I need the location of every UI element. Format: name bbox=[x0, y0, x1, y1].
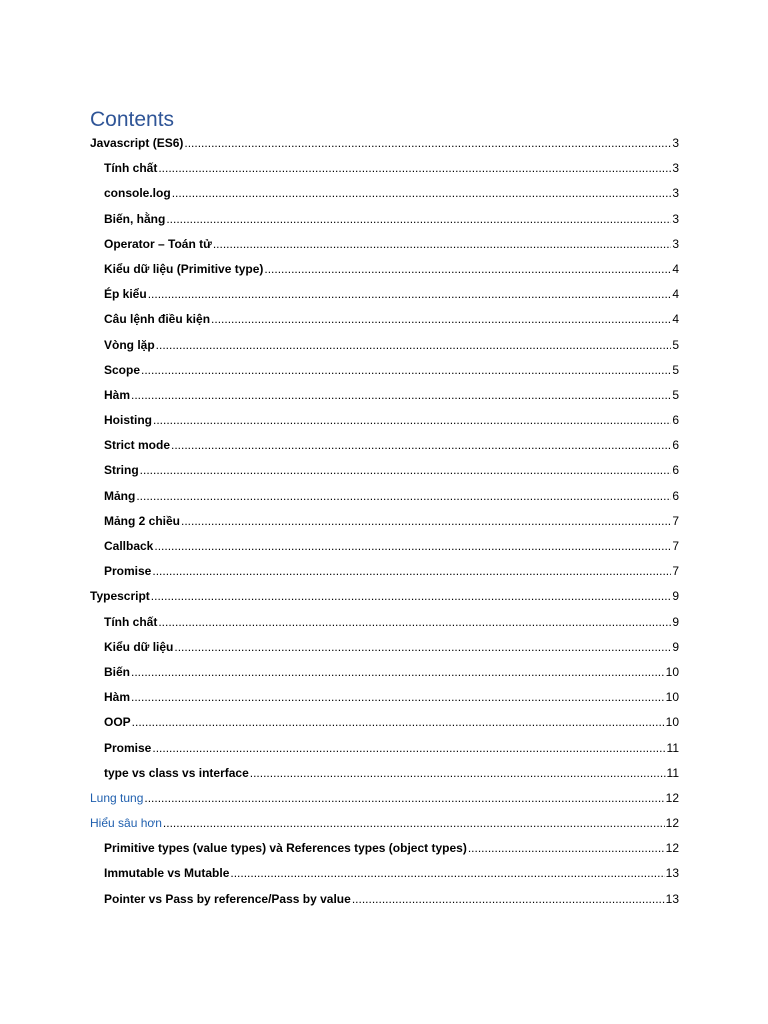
toc-dot-leader bbox=[136, 487, 671, 506]
toc-dot-leader bbox=[151, 587, 672, 606]
toc-entry-label[interactable]: Tính chất bbox=[104, 614, 158, 629]
toc-entry-label[interactable]: Câu lệnh điều kiện bbox=[104, 312, 211, 327]
toc-entry-label[interactable]: Biến, hằng bbox=[104, 211, 166, 226]
toc-page-number[interactable]: 3 bbox=[672, 161, 679, 176]
toc-entry-label[interactable]: Pointer vs Pass by reference/Pass by value bbox=[104, 891, 351, 906]
toc-dot-leader bbox=[132, 713, 665, 732]
toc-page-number[interactable]: 3 bbox=[672, 211, 679, 226]
toc-page-number[interactable]: 4 bbox=[672, 261, 679, 276]
toc-dot-leader bbox=[172, 184, 672, 203]
toc-dot-leader bbox=[156, 336, 672, 355]
toc-page-number[interactable]: 3 bbox=[672, 136, 679, 150]
toc-entry[interactable] bbox=[90, 210, 679, 235]
toc-page-number[interactable]: 7 bbox=[672, 564, 679, 579]
toc-page-number[interactable]: 9 bbox=[672, 614, 679, 629]
toc-entry-label[interactable]: Promise bbox=[104, 740, 152, 755]
toc-dot-leader bbox=[171, 436, 671, 455]
toc-dot-leader bbox=[181, 512, 671, 531]
toc-page-number[interactable]: 6 bbox=[672, 463, 679, 478]
toc-entry[interactable] bbox=[90, 537, 679, 562]
toc-page-number[interactable]: 5 bbox=[672, 387, 679, 402]
toc-entry[interactable] bbox=[90, 713, 679, 738]
toc-entry-label[interactable]: Javascript (ES6) bbox=[90, 136, 184, 150]
toc-dot-leader bbox=[152, 562, 671, 581]
toc-entry-label[interactable]: Immutable vs Mutable bbox=[104, 866, 230, 881]
toc-page-number[interactable]: 10 bbox=[665, 715, 679, 730]
toc-page-number[interactable]: 5 bbox=[672, 337, 679, 352]
toc-page-number[interactable]: 7 bbox=[672, 513, 679, 528]
toc-entry-label[interactable]: Hàm bbox=[104, 690, 131, 705]
toc-dot-leader bbox=[131, 663, 665, 682]
toc-entry-label[interactable]: Ép kiểu bbox=[104, 287, 147, 302]
toc-dot-leader bbox=[352, 890, 665, 909]
toc-entry-label[interactable]: Hàm bbox=[104, 387, 131, 402]
toc-page-number[interactable]: 10 bbox=[665, 690, 679, 705]
toc-entry-label[interactable]: Tính chất bbox=[104, 161, 158, 176]
toc-dot-leader bbox=[230, 864, 664, 883]
toc-entry-label[interactable]: Promise bbox=[104, 564, 152, 579]
toc-page-number[interactable]: 6 bbox=[672, 413, 679, 428]
toc-page-number[interactable]: 5 bbox=[672, 362, 679, 377]
toc-entry-label[interactable]: Hiểu sâu hơn bbox=[90, 816, 162, 831]
toc-entry[interactable] bbox=[90, 487, 679, 512]
toc-page-number[interactable]: 11 bbox=[666, 740, 679, 755]
toc-entry-label[interactable]: Kiểu dữ liệu (Primitive type) bbox=[104, 261, 264, 276]
toc-entry-label[interactable]: Kiểu dữ liệu bbox=[104, 639, 174, 654]
toc-dot-leader bbox=[131, 386, 671, 405]
toc-entry[interactable] bbox=[90, 688, 679, 713]
toc-entry-label[interactable]: Lung tung bbox=[90, 790, 144, 805]
toc-entry-label[interactable]: Primitive types (value types) và References types (object types) bbox=[104, 841, 467, 856]
toc-entry-label[interactable]: console.log bbox=[104, 186, 171, 201]
toc-dot-leader bbox=[141, 361, 671, 380]
toc-entry[interactable] bbox=[90, 184, 679, 209]
toc-entry-label[interactable]: String bbox=[104, 463, 139, 478]
toc-dot-leader bbox=[264, 260, 671, 279]
toc-page-number[interactable]: 11 bbox=[666, 765, 679, 780]
toc-entry-label[interactable]: Hoisting bbox=[104, 413, 152, 428]
toc-dot-leader bbox=[213, 235, 672, 254]
toc-entry-label[interactable]: Mảng 2 chiều bbox=[104, 513, 181, 528]
toc-entry[interactable] bbox=[90, 562, 679, 587]
toc-entry[interactable] bbox=[90, 587, 679, 612]
toc-dot-leader bbox=[250, 764, 666, 783]
toc-dot-leader bbox=[152, 739, 665, 758]
toc-page-number[interactable]: 12 bbox=[665, 790, 679, 805]
toc-entry[interactable] bbox=[90, 764, 679, 789]
toc-page-number[interactable]: 12 bbox=[665, 816, 679, 831]
toc-entry[interactable] bbox=[90, 134, 679, 159]
toc-page-number[interactable]: 3 bbox=[672, 236, 679, 251]
toc-page-number[interactable]: 9 bbox=[672, 589, 679, 604]
toc-dot-leader bbox=[211, 310, 671, 329]
toc-entry[interactable] bbox=[90, 789, 679, 814]
toc-page-number[interactable]: 12 bbox=[665, 841, 679, 856]
toc-entry-label[interactable]: Biến bbox=[104, 664, 131, 679]
toc-page-number[interactable]: 9 bbox=[672, 639, 679, 654]
toc-page-number[interactable]: 13 bbox=[665, 866, 679, 881]
toc-page-number[interactable]: 4 bbox=[672, 287, 679, 302]
toc-entry[interactable] bbox=[90, 814, 679, 839]
toc-entry[interactable] bbox=[90, 461, 679, 486]
toc-entry[interactable] bbox=[90, 839, 679, 864]
toc-dot-leader bbox=[148, 285, 672, 304]
toc-entry[interactable] bbox=[90, 436, 679, 461]
toc-dot-leader bbox=[468, 839, 665, 858]
toc-page-number[interactable]: 6 bbox=[672, 438, 679, 453]
toc-dot-leader bbox=[153, 411, 671, 430]
toc-entry-label[interactable]: Scope bbox=[104, 362, 141, 377]
toc-dot-leader bbox=[158, 159, 671, 178]
toc-entry-label[interactable]: Callback bbox=[104, 539, 154, 553]
toc-entry[interactable] bbox=[90, 512, 679, 537]
toc-entry[interactable] bbox=[90, 663, 679, 688]
toc-page-number[interactable]: 6 bbox=[672, 488, 679, 503]
toc-entry-label[interactable]: Strict mode bbox=[104, 438, 171, 453]
toc-entry-label[interactable]: Mảng bbox=[104, 488, 136, 503]
toc-entry-label[interactable]: Operator – Toán tử bbox=[104, 236, 212, 251]
toc-entry[interactable] bbox=[90, 739, 679, 764]
toc-dot-leader bbox=[154, 537, 671, 556]
toc-dot-leader bbox=[131, 688, 665, 707]
toc-entry[interactable] bbox=[90, 159, 679, 184]
toc-entry[interactable] bbox=[90, 235, 679, 260]
toc-dot-leader bbox=[184, 134, 671, 153]
toc-dot-leader bbox=[163, 814, 665, 833]
toc-entry[interactable] bbox=[90, 386, 679, 411]
toc-page-number[interactable]: 13 bbox=[665, 891, 679, 906]
table-of-contents bbox=[90, 134, 679, 915]
toc-entry-label[interactable]: OOP bbox=[104, 715, 131, 730]
toc-entry[interactable] bbox=[90, 890, 679, 915]
toc-dot-leader bbox=[140, 461, 672, 480]
toc-entry[interactable] bbox=[90, 310, 679, 335]
toc-entry[interactable] bbox=[90, 638, 679, 663]
toc-entry[interactable] bbox=[90, 361, 679, 386]
toc-entry[interactable] bbox=[90, 336, 679, 361]
toc-entry[interactable] bbox=[90, 260, 679, 285]
toc-page-number[interactable]: 7 bbox=[672, 539, 679, 553]
toc-page-number[interactable]: 3 bbox=[672, 186, 679, 201]
toc-page-number[interactable]: 4 bbox=[672, 312, 679, 327]
toc-entry[interactable] bbox=[90, 285, 679, 310]
toc-entry-label[interactable]: type vs class vs interface bbox=[104, 765, 249, 780]
toc-page-number[interactable]: 10 bbox=[665, 664, 679, 679]
toc-dot-leader bbox=[166, 210, 671, 229]
toc-entry[interactable] bbox=[90, 411, 679, 436]
contents-heading: Contents bbox=[90, 108, 175, 131]
toc-entry-label[interactable]: Typescript bbox=[90, 589, 150, 604]
toc-dot-leader bbox=[144, 789, 664, 808]
toc-dot-leader bbox=[174, 638, 671, 657]
toc-dot-leader bbox=[158, 613, 671, 632]
toc-entry[interactable] bbox=[90, 613, 679, 638]
toc-entry-label[interactable]: Vòng lặp bbox=[104, 337, 155, 352]
toc-entry[interactable] bbox=[90, 864, 679, 889]
